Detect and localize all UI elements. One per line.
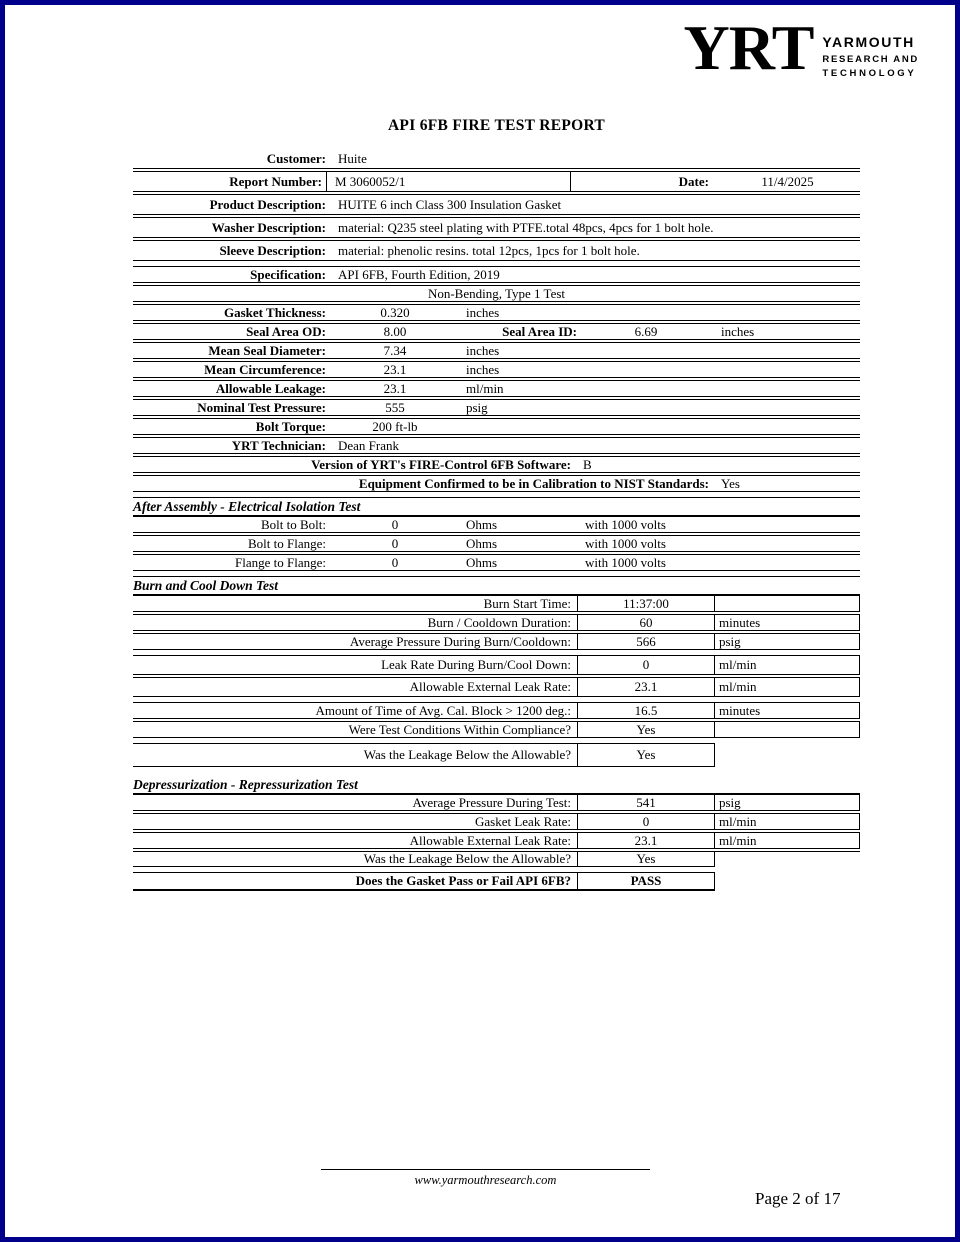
company-logo xyxy=(683,12,919,83)
row-value: 16.5 xyxy=(577,703,715,718)
logo-tagline-1: RESEARCH AND xyxy=(822,54,919,65)
row-value: material: Q235 steel plating with PTFE.total 48pcs, 4pcs for 1 bolt hole. xyxy=(338,219,714,235)
row-label: Seal Area OD: xyxy=(246,323,326,339)
row-label: Was the Leakage Below the Allowable? xyxy=(363,747,571,762)
report-row xyxy=(133,343,860,362)
row-label: Date: xyxy=(678,173,709,189)
row-note: with 1000 volts xyxy=(585,554,666,570)
row-unit xyxy=(715,722,860,737)
row-label: Leak Rate During Burn/Cool Down: xyxy=(381,657,571,672)
report-row xyxy=(133,438,860,457)
row-note: with 1000 volts xyxy=(585,535,666,551)
row-label: Bolt to Flange: xyxy=(248,535,326,551)
row-label: Customer: xyxy=(266,150,326,166)
row-value: 23.1 xyxy=(577,678,715,696)
row-label: Nominal Test Pressure: xyxy=(197,399,326,415)
row-unit: inches xyxy=(466,342,500,358)
row-unit xyxy=(460,419,860,434)
report-row xyxy=(133,873,860,891)
report-row xyxy=(133,241,860,261)
row-label: Product Description: xyxy=(209,196,326,212)
row-value: Dean Frank xyxy=(338,437,400,453)
row-value: Yes xyxy=(721,475,740,491)
row-value: 23.1 xyxy=(577,833,715,848)
row-label: Does the Gasket Pass or Fail API 6FB? xyxy=(355,873,571,888)
row-filler xyxy=(715,873,860,891)
row-value: 23.1 xyxy=(383,380,407,396)
row-value: 200 ft-lb xyxy=(372,418,418,434)
row-value: 7.34 xyxy=(383,342,407,358)
row-label: Specification: xyxy=(250,266,326,282)
row-boxed-group xyxy=(133,744,715,767)
report-row xyxy=(133,615,860,634)
report-body xyxy=(133,117,860,891)
report-row xyxy=(133,596,860,615)
report-row xyxy=(133,149,860,172)
row-value: 555 xyxy=(385,399,405,415)
report-row xyxy=(133,814,860,833)
row-note: with 1000 volts xyxy=(585,516,666,532)
row-unit: psig xyxy=(715,634,860,649)
report-row xyxy=(133,457,860,476)
row-boxed-group xyxy=(133,873,715,891)
row-unit: minutes xyxy=(715,615,860,630)
row-label: Equipment Confirmed to be in Calibration to NIST Standards: xyxy=(358,475,709,491)
row-label: Version of YRT's FIRE-Control 6FB Software: xyxy=(311,456,571,472)
row-boxed-group xyxy=(133,852,715,867)
row-value: 0 xyxy=(577,656,715,674)
row-value: Yes xyxy=(577,852,715,866)
row-label: Sleeve Description: xyxy=(219,242,326,258)
row-label: Bolt to Bolt: xyxy=(260,516,326,532)
row-label: Amount of Time of Avg. Cal. Block > 1200 deg.: xyxy=(315,702,571,718)
row-label: Report Number: xyxy=(133,172,327,191)
row-label: Was the Leakage Below the Allowable? xyxy=(363,851,571,866)
row-unit: minutes xyxy=(715,703,860,718)
report-row xyxy=(133,744,860,767)
row-unit: inches xyxy=(466,304,500,320)
website-url: www.yarmouthresearch.com xyxy=(414,1173,557,1187)
row-unit: inches xyxy=(721,323,755,339)
logo-wordmark xyxy=(822,34,919,79)
row-value: 0 xyxy=(391,516,399,532)
row-label: Flange to Flange: xyxy=(235,554,326,570)
report-title: API 6FB FIRE TEST REPORT xyxy=(387,117,606,134)
row-filler xyxy=(715,744,860,767)
row-unit: ml/min xyxy=(715,833,860,848)
row-value: 541 xyxy=(577,795,715,810)
footer-divider xyxy=(321,1169,650,1170)
row-label: Mean Circumference: xyxy=(204,361,326,377)
row-value: Yes xyxy=(577,744,715,766)
row-value: B xyxy=(583,456,592,472)
row-unit: Ohms xyxy=(466,535,498,551)
row-label: Gasket Leak Rate: xyxy=(474,813,571,829)
report-table xyxy=(133,149,860,891)
row-label: Mean Seal Diameter: xyxy=(208,342,326,358)
report-row xyxy=(133,419,860,438)
row-unit: ml/min xyxy=(715,814,860,829)
row-value: 0 xyxy=(391,535,399,551)
report-row xyxy=(133,555,860,571)
row-value: 0.320 xyxy=(380,304,410,320)
report-row xyxy=(133,267,860,286)
row-value: 566 xyxy=(577,634,715,649)
row-label: Burn Start Time: xyxy=(483,595,571,611)
report-row xyxy=(133,400,860,419)
report-row xyxy=(133,536,860,555)
report-row xyxy=(133,305,860,324)
report-row xyxy=(133,795,860,814)
report-row xyxy=(133,634,860,650)
report-row xyxy=(133,195,860,218)
row-filler xyxy=(715,852,860,867)
row-unit xyxy=(715,596,860,611)
row-label: Were Test Conditions Within Compliance? xyxy=(348,721,571,737)
section-gap xyxy=(133,767,860,776)
row-value: HUITE 6 inch Class 300 Insulation Gasket xyxy=(338,196,562,212)
section-header: Burn and Cool Down Test xyxy=(133,577,860,596)
row-label: Allowable Leakage: xyxy=(215,380,326,396)
row-label: Seal Area ID: xyxy=(502,323,577,339)
row-value: 11:37:00 xyxy=(577,596,715,611)
row-value: Huite xyxy=(338,150,367,166)
row-label: Average Pressure During Test: xyxy=(412,794,571,810)
report-row xyxy=(133,517,860,536)
report-row xyxy=(133,703,860,722)
row-value: Yes xyxy=(577,722,715,737)
row-value: PASS xyxy=(577,873,715,889)
row-label: Gasket Thickness: xyxy=(224,304,326,320)
row-unit: ml/min xyxy=(715,656,860,674)
row-label: Allowable External Leak Rate: xyxy=(409,832,571,848)
row-label: Washer Description: xyxy=(211,219,326,235)
section-header: After Assembly - Electrical Isolation Test xyxy=(133,498,860,517)
report-row xyxy=(133,381,860,400)
report-row xyxy=(133,286,860,305)
row-value: 60 xyxy=(577,615,715,630)
row-unit: inches xyxy=(466,361,500,377)
report-row xyxy=(133,722,860,738)
section-header: Depressurization - Repressurization Test xyxy=(133,776,860,795)
row-label: Bolt Torque: xyxy=(255,418,326,434)
row-label: YRT Technician: xyxy=(231,437,326,453)
row-value: material: phenolic resins. total 12pcs, 1pcs for 1 bolt hole. xyxy=(338,242,640,258)
report-row xyxy=(133,362,860,381)
row-unit: psig xyxy=(466,399,488,415)
row-value: 0 xyxy=(391,554,399,570)
row-value: M 3060052/1 xyxy=(327,172,571,191)
row-unit: Ohms xyxy=(466,516,498,532)
row-label: Allowable External Leak Rate: xyxy=(409,679,571,694)
report-row xyxy=(133,656,860,678)
row-value: 11/4/2025 xyxy=(761,173,814,189)
row-label: Average Pressure During Burn/Cooldown: xyxy=(349,633,571,649)
row-unit: ml/min xyxy=(466,380,504,396)
row-label: Burn / Cooldown Duration: xyxy=(427,614,571,630)
logo-tagline-2: TECHNOLOGY xyxy=(822,68,917,79)
report-row xyxy=(133,852,860,867)
row-value: 23.1 xyxy=(383,361,407,377)
logo-company-name: YARMOUTH xyxy=(822,34,915,50)
report-row xyxy=(133,324,860,343)
row-value: Non-Bending, Type 1 Test xyxy=(427,285,566,301)
report-row xyxy=(133,476,860,492)
report-row xyxy=(133,833,860,852)
report-row xyxy=(133,172,860,195)
logo-acronym: YRT xyxy=(683,12,814,83)
report-row xyxy=(133,218,860,241)
report-row xyxy=(133,678,860,697)
row-value: 6.69 xyxy=(634,323,658,339)
row-value: 8.00 xyxy=(383,323,407,339)
row-unit: psig xyxy=(715,795,860,810)
row-value: 0 xyxy=(577,814,715,829)
row-unit: Ohms xyxy=(466,554,498,570)
page-number: Page 2 of 17 xyxy=(755,1189,841,1208)
row-unit: ml/min xyxy=(715,678,860,696)
row-value: API 6FB, Fourth Edition, 2019 xyxy=(338,266,500,282)
